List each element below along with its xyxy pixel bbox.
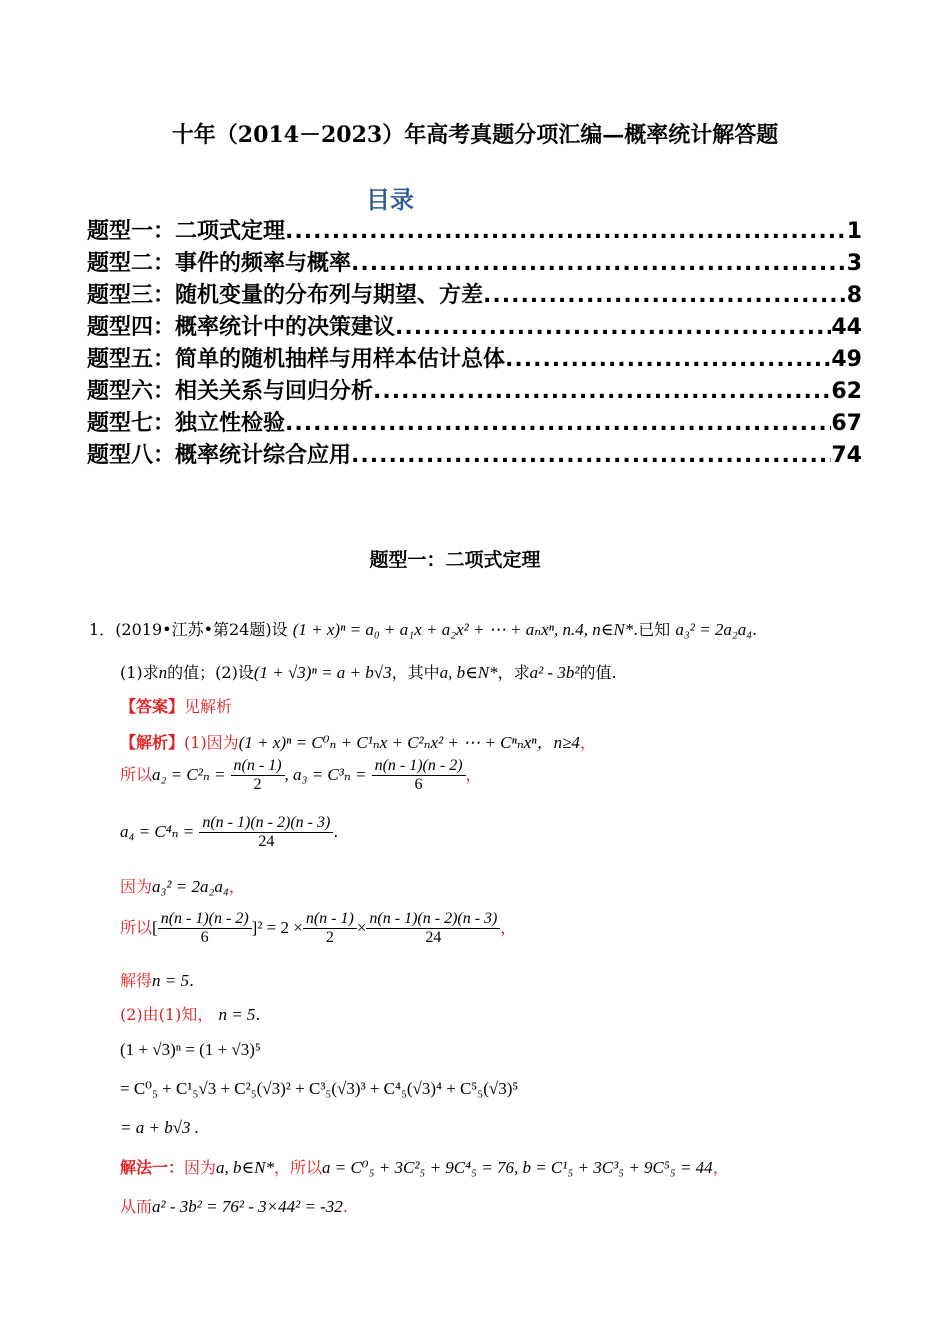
m2-pre: 从而 bbox=[120, 1197, 153, 1216]
l3-end: . bbox=[333, 822, 339, 841]
l7-end: . bbox=[255, 1005, 261, 1024]
solution-line-2 bbox=[120, 757, 482, 794]
problem-number: 1． bbox=[89, 620, 116, 639]
toc-item-page: 44 bbox=[831, 315, 862, 340]
solution-line-8: (1 + √3)ⁿ = (1 + √3)⁵ bbox=[120, 1040, 261, 1059]
fraction-numerator: n(n - 1) bbox=[231, 757, 285, 776]
toc-item[interactable] bbox=[87, 374, 862, 406]
l4-pre: 因为 bbox=[120, 877, 153, 896]
m2-end: . bbox=[342, 1197, 348, 1216]
toc-leader-dots bbox=[483, 283, 847, 308]
m1-end: ， bbox=[712, 1158, 729, 1177]
l5-times: × bbox=[356, 918, 367, 937]
m1-mid: ，所以 bbox=[273, 1158, 322, 1177]
l5-end: ， bbox=[500, 918, 517, 937]
toc-item-page: 67 bbox=[831, 411, 862, 436]
stem-tail: .已知 bbox=[633, 620, 671, 639]
toc-leader-dots bbox=[285, 219, 847, 244]
l2-pre: 所以 bbox=[120, 765, 153, 784]
answer-line bbox=[120, 694, 232, 717]
fraction-numerator: n(n - 1)(n - 2) bbox=[158, 910, 252, 929]
table-of-contents bbox=[87, 214, 862, 470]
q2-condition: a, b∈N* bbox=[439, 663, 498, 682]
fraction-denominator: 24 bbox=[425, 929, 442, 946]
problem-questions bbox=[120, 660, 617, 683]
solution-line-6 bbox=[120, 968, 194, 991]
toc-item-label: 题型五：简单的随机抽样与用样本估计总体 bbox=[87, 347, 506, 372]
l6-end: . bbox=[189, 971, 195, 990]
fraction-denominator: 2 bbox=[253, 776, 262, 793]
a2-expr: a₂ = C²ₙ = bbox=[152, 765, 226, 784]
toc-leader-dots bbox=[351, 251, 847, 276]
solution-line-7 bbox=[120, 1002, 261, 1025]
fraction-a2 bbox=[231, 757, 285, 794]
fraction-numerator: n(n - 1)(n - 2)(n - 3) bbox=[366, 910, 500, 929]
toc-item[interactable] bbox=[87, 406, 862, 438]
toc-leader-dots bbox=[285, 411, 831, 436]
q2-target: a² - 3b² bbox=[529, 663, 580, 682]
toc-item-page: 74 bbox=[831, 443, 862, 468]
solution-line-1 bbox=[120, 728, 596, 753]
toc-leader-dots bbox=[505, 347, 831, 372]
solution-line-3 bbox=[120, 814, 338, 851]
document-title: 十年（2014－2023）年高考真题分项汇编—概率统计解答题 bbox=[171, 122, 779, 148]
toc-leader-dots bbox=[351, 443, 831, 468]
final-result-line bbox=[120, 1194, 348, 1217]
fraction-denominator: 2 bbox=[325, 929, 334, 946]
toc-item[interactable] bbox=[87, 278, 862, 310]
section-title: 题型一：二项式定理 bbox=[369, 549, 541, 571]
toc-item-page: 8 bbox=[846, 283, 862, 308]
fraction-numerator: n(n - 1)(n - 2) bbox=[372, 757, 466, 776]
q1-var: n bbox=[158, 663, 168, 682]
q2-mid: ，其中 bbox=[391, 663, 440, 682]
toc-item-page: 49 bbox=[831, 347, 862, 372]
l1-pre: (1)因为 bbox=[184, 733, 239, 752]
toc-item-page: 62 bbox=[831, 379, 862, 404]
answer-label: 【答案】 bbox=[120, 697, 185, 716]
m1-pre: 因为 bbox=[184, 1158, 217, 1177]
fraction-l5-3 bbox=[366, 910, 500, 947]
binomial-expansion: (1 + x)ⁿ = C⁰ₙ + C¹ₙx + C²ₙx² + ⋯ + Cⁿₙxⁿ，n≥4 bbox=[238, 733, 580, 752]
toc-item-page: 1 bbox=[846, 219, 862, 244]
solution-line-4 bbox=[120, 874, 245, 897]
q2-ask: ，求 bbox=[497, 663, 530, 682]
toc-item[interactable] bbox=[87, 214, 862, 246]
q1-label: (1)求 bbox=[120, 663, 159, 682]
problem-stem: 1．(2019•江苏•第24题)设 (1 + x)ⁿ = a₀ + a₁x + a₂x² + ⋯ + aₙxⁿ, n.4, n∈N*.已知 a₃² = 2a₂a₄. bbox=[89, 620, 758, 639]
toc-item[interactable] bbox=[87, 246, 862, 278]
toc-item-label: 题型八：概率统计综合应用 bbox=[87, 443, 352, 468]
q1-text: 的值；(2)设 bbox=[167, 663, 254, 682]
m1-expr: a = C⁰₅ + 3C²₅ + 9C⁴₅ = 76, b = C¹₅ + 3C³₅ + 9C⁵₅ = 44 bbox=[321, 1158, 713, 1177]
toc-item[interactable] bbox=[87, 310, 862, 342]
toc-item[interactable] bbox=[87, 342, 862, 374]
toc-item-label: 题型三：随机变量的分布列与期望、方差 bbox=[87, 283, 484, 308]
fraction-numerator: n(n - 1) bbox=[303, 910, 357, 929]
l1-end: ， bbox=[579, 733, 596, 752]
l2-end: ， bbox=[465, 765, 482, 784]
solution-line-10: = a + b√3 . bbox=[120, 1118, 200, 1137]
toc-item-label: 题型七：独立性检验 bbox=[87, 411, 286, 436]
solution-line-9: = C⁰₅ + C¹₅√3 + C²₅(√3)² + C³₅(√3)³ + C⁴₅(√3)⁴ + C⁵₅(√3)⁵ bbox=[120, 1079, 519, 1098]
given-condition: a₃² = 2a₂a₄ bbox=[675, 620, 753, 639]
q2-expression: (1 + √3)ⁿ = a + b√3 bbox=[253, 663, 392, 682]
fraction-denominator: 6 bbox=[414, 776, 423, 793]
a3-expr: , a₃ = C³ₙ = bbox=[284, 765, 367, 784]
fraction-l5-2 bbox=[303, 910, 357, 947]
toc-item-label: 题型四：概率统计中的决策建议 bbox=[87, 315, 396, 340]
method-one-label: 解法一： bbox=[120, 1158, 185, 1177]
toc-item-page: 3 bbox=[846, 251, 862, 276]
toc-leader-dots bbox=[373, 379, 831, 404]
solution-label: 【解析】 bbox=[120, 733, 185, 752]
fraction-a4 bbox=[199, 814, 333, 851]
fraction-l5-1 bbox=[158, 910, 252, 947]
l5-pre: 所以 bbox=[120, 918, 153, 937]
l5-mid: ]² = 2 × bbox=[251, 918, 303, 937]
answer-text: 见解析 bbox=[184, 697, 233, 716]
l6-expr: n = 5 bbox=[152, 971, 189, 990]
toc-item-label: 题型一：二项式定理 bbox=[87, 219, 286, 244]
fraction-denominator: 24 bbox=[258, 833, 275, 850]
fraction-numerator: n(n - 1)(n - 2)(n - 3) bbox=[199, 814, 333, 833]
toc-leader-dots bbox=[395, 315, 831, 340]
l7-pre: (2)由(1)知， bbox=[120, 1005, 214, 1024]
method-one-line bbox=[120, 1155, 729, 1178]
stem-expression: (1 + x)ⁿ = a₀ + a₁x + a₂x² + ⋯ + aₙxⁿ, n.4, n∈N* bbox=[292, 620, 634, 639]
m1-cond: a, b∈N* bbox=[216, 1158, 274, 1177]
toc-item-label: 题型六：相关关系与回归分析 bbox=[87, 379, 374, 404]
toc-item[interactable] bbox=[87, 438, 862, 470]
problem-source: (2019•江苏•第24题)设 bbox=[115, 620, 288, 639]
toc-item-label: 题型二：事件的频率与概率 bbox=[87, 251, 352, 276]
l5-bracket: [ bbox=[152, 918, 158, 937]
l4-end: ， bbox=[228, 877, 245, 896]
l6-pre: 解得 bbox=[120, 971, 153, 990]
toc-heading: 目录 bbox=[366, 186, 414, 214]
solution-line-5 bbox=[120, 910, 516, 947]
l4-expr: a₃² = 2a₂a₄ bbox=[152, 877, 229, 896]
l7-expr: n = 5 bbox=[218, 1005, 256, 1024]
q2-end: 的值. bbox=[579, 663, 617, 682]
a4-expr: a₄ = C⁴ₙ = bbox=[120, 822, 195, 841]
fraction-denominator: 6 bbox=[200, 929, 209, 946]
fraction-a3 bbox=[372, 757, 466, 794]
final-result-expr: a² - 3b² = 76² - 3×44² = -32 bbox=[152, 1197, 343, 1216]
